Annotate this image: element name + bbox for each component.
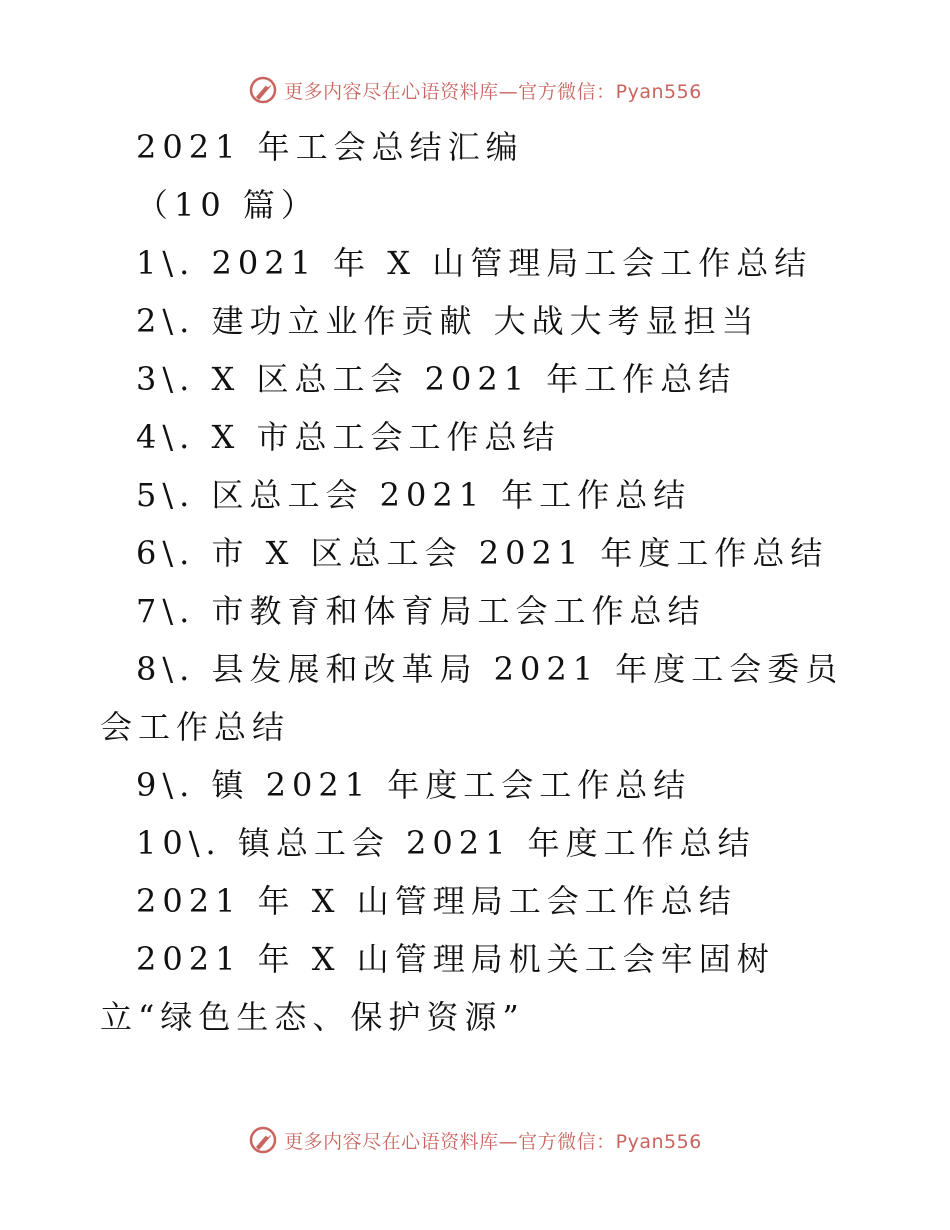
toc-item: 9\. 镇 2021 年度工会工作总结 [136,766,692,804]
toc-item: 1\. 2021 年 X 山管理局工会工作总结 [136,244,813,282]
toc-item: 4\. X 市总工会工作总结 [136,418,561,456]
watermark-text: 更多内容尽在心语资料库—官方微信：Pyan556 [284,80,702,103]
toc-item: 10\. 镇总工会 2021 年度工作总结 [136,824,756,862]
document-title: 2021 年工会总结汇编 [136,128,524,166]
body-paragraph: 2021 年 X 山管理局机关工会牢固树立“绿色生态、保护资源” [100,940,775,1036]
footer-watermark-banner [0,1120,950,1160]
toc-item: 7\. 市教育和体育局工会工作总结 [136,592,706,630]
document-subtitle: （10 篇） [136,186,319,224]
pen-logo-icon [248,75,278,105]
document-body [100,118,860,1046]
section-heading: 2021 年 X 山管理局工会工作总结 [136,882,737,920]
toc-item: 8\. 县发展和改革局 2021 年度工会委员会工作总结 [100,650,844,746]
pen-logo-icon [248,1125,278,1155]
watermark-text: 更多内容尽在心语资料库—官方微信：Pyan556 [284,1130,702,1153]
toc-item: 5\. 区总工会 2021 年工作总结 [136,476,692,514]
toc-item: 6\. 市 X 区总工会 2021 年度工作总结 [136,534,829,572]
header-watermark-banner [0,70,950,110]
toc-item: 3\. X 区总工会 2021 年工作总结 [136,360,737,398]
toc-item: 2\. 建功立业作贡献 大战大考显担当 [136,302,760,340]
